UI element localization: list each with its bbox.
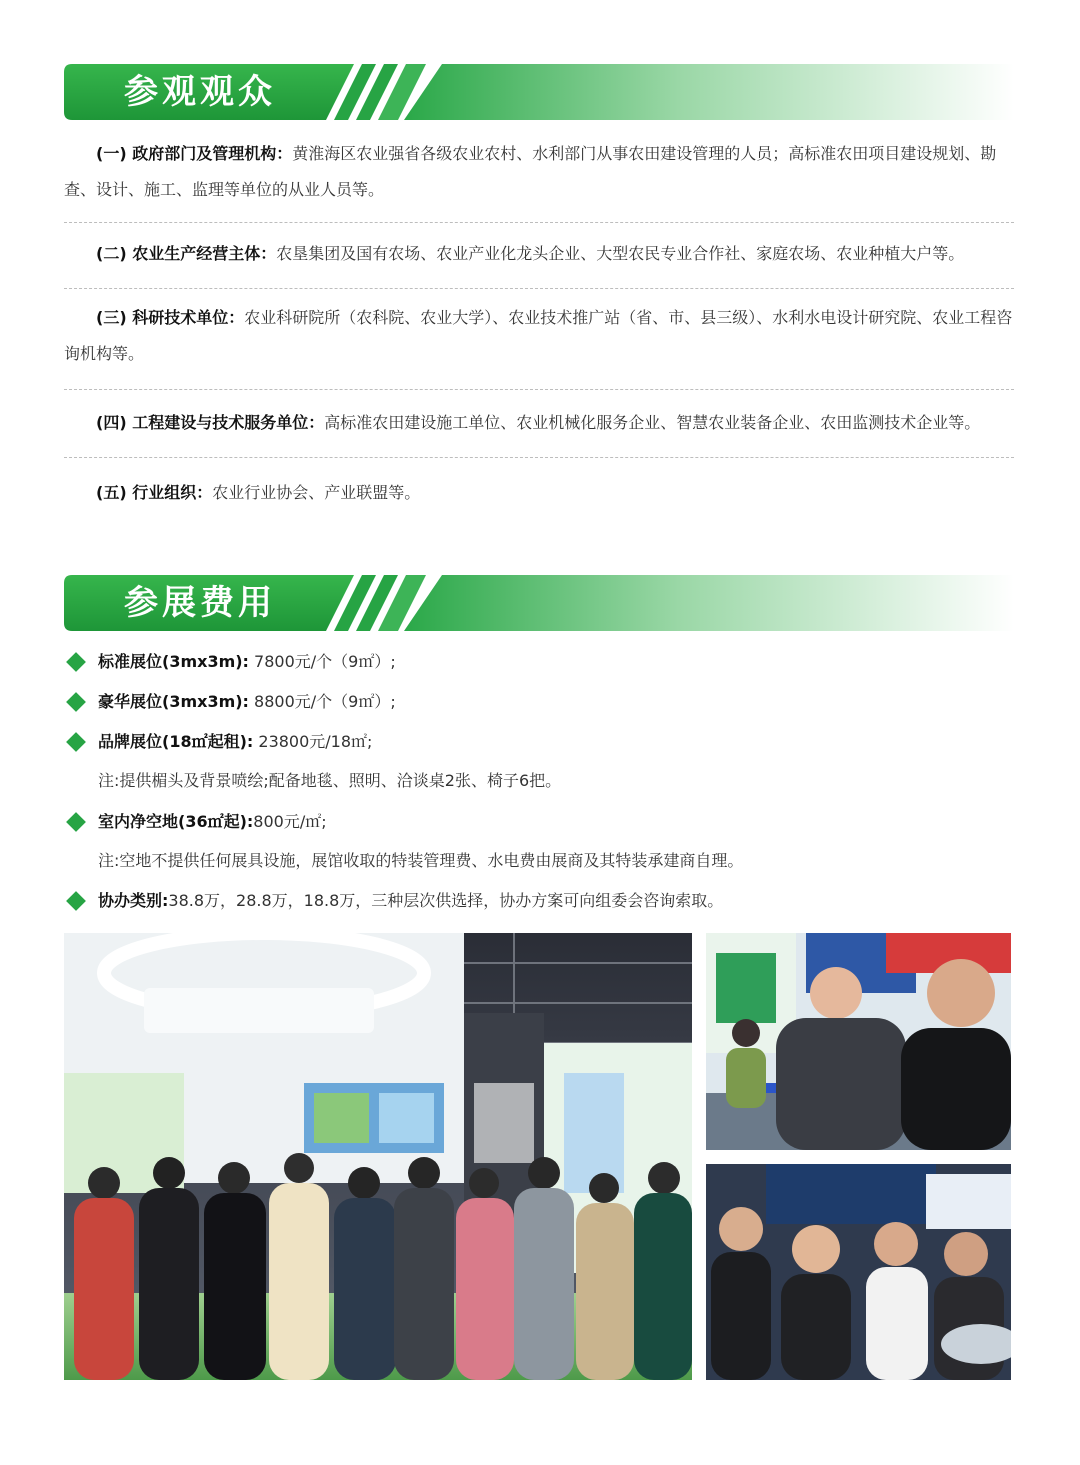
exhibition-crowd-photo [64,933,692,1380]
fee-row [64,648,1014,676]
section-title: 参观观众 [124,72,276,112]
item-lead: (四) 工程建设与技术服务单位： [96,413,325,432]
visitor-item-3 [64,300,1014,372]
fee-row [64,808,1014,836]
fee-label: 协办类别: [98,891,169,910]
fee-value: 38.8万，28.8万，18.8万，三种层次供选择，协办方案可向组委会咨询索取。 [168,891,724,910]
item-text: 农业科研院所（农科院、农业大学）、农业技术推广站（省、市、县三级）、水利水电设计研究院、农业工程咨询机构等。 [64,308,1013,363]
visitor-item-2 [64,236,1014,272]
fee-row [64,688,1014,716]
fee-value: 8800元/个（9㎡）; [248,692,396,711]
section-title: 参展费用 [124,583,276,623]
booth-conversation-photo [706,933,1011,1150]
fee-row [64,887,1014,915]
fee-label: 豪华展位(3mx3m): [98,692,249,711]
diamond-bullet-icon [66,652,86,672]
divider [64,457,1014,458]
fee-label: 室内净空地(36㎡起): [98,812,254,831]
item-lead: (三) 科研技术单位： [96,308,245,327]
item-text: 农业行业协会、产业联盟等。 [212,483,421,502]
item-lead: (一) 政府部门及管理机构： [96,144,293,163]
diamond-bullet-icon [66,812,86,832]
section-banner-fees [64,575,1014,631]
diamond-bullet-icon [66,891,86,911]
fee-note: 注:空地不提供任何展具设施，展馆收取的特装管理费、水电费由展商及其特装承建商自理。 [98,851,744,870]
fee-value: 7800元/个（9㎡）; [248,652,396,671]
diamond-bullet-icon [66,692,86,712]
fee-value: 800元/㎡; [253,812,327,831]
item-lead: (五) 行业组织： [96,483,213,502]
divider [64,389,1014,390]
item-text: 农垦集团及国有农场、农业产业化龙头企业、大型农民专业合作社、家庭农场、农业种植大户等。 [276,244,965,263]
divider [64,288,1014,289]
visitor-item-5 [64,475,1014,511]
booth-visitors-photo [706,1164,1011,1380]
visitor-item-1 [64,136,1014,208]
fee-label: 标准展位(3mx3m): [98,652,249,671]
section-banner-visitors [64,64,1014,120]
divider [64,222,1014,223]
diamond-bullet-icon [66,732,86,752]
fee-row [64,728,1014,756]
visitor-item-4 [64,405,1014,441]
item-lead: (二) 农业生产经营主体： [96,244,277,263]
fee-note: 注:提供楣头及背景喷绘;配备地毯、照明、洽谈桌2张、椅子6把。 [98,771,562,790]
fee-value: 23800元/18㎡; [253,732,373,751]
item-text: 黄淮海区农业强省各级农业农村、水利部门从事农田建设管理的人员；高标准农田项目建设规划、勘查、设计、施工、监理等单位的从业人员等。 [64,144,997,199]
fee-label: 品牌展位(18㎡起租): [98,732,254,751]
item-text: 高标准农田建设施工单位、农业机械化服务企业、智慧农业装备企业、农田监测技术企业等。 [324,413,981,432]
